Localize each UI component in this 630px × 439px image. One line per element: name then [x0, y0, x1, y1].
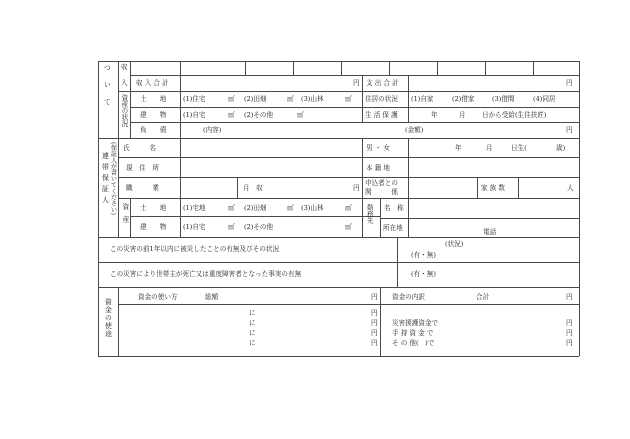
birth-year: 年 [455, 144, 462, 152]
rule [362, 198, 363, 237]
usage-row-2: に [249, 319, 256, 327]
unit-sqm: ㎡ [228, 95, 235, 103]
land-item-2: (2)田畑 [244, 95, 267, 103]
debt-content: (内容) [203, 126, 222, 134]
rule [362, 138, 363, 198]
rule [237, 177, 238, 198]
guarantor-land-item-3: (3)山林 [301, 204, 324, 212]
unit-sqm: ㎡ [345, 204, 352, 212]
rule [180, 138, 181, 237]
rule [245, 61, 246, 75]
rule [118, 177, 579, 178]
rule [98, 61, 99, 356]
guarantor-note: (保証人が書いてください) [109, 142, 117, 216]
rule [408, 198, 409, 237]
welfare-year: 年 [431, 111, 438, 119]
income-unit: 円 [353, 79, 360, 87]
usage-row-unit: 円 [371, 309, 378, 317]
workplace-phone-label: 電話 [483, 228, 497, 236]
rule [180, 61, 181, 75]
expense-total-label: 支 出 合 計 [366, 79, 399, 87]
workplace-name-label: 名 称 [384, 204, 404, 212]
funds-breakdown-total-label: 合計 [476, 293, 490, 301]
rule [130, 216, 380, 217]
unit-sqm: ㎡ [297, 111, 304, 119]
rule [293, 61, 294, 75]
rule [130, 198, 131, 237]
rule [389, 61, 390, 75]
breakdown-row-3: そ の 他( )で [392, 339, 435, 347]
rule [130, 75, 579, 76]
guarantor-name-label: 氏 名 [123, 144, 156, 152]
birth-month: 月 [486, 144, 493, 152]
rule [130, 61, 131, 138]
building-item-1: (1)自宅 [183, 111, 206, 119]
unit-sqm: ㎡ [228, 204, 235, 212]
housing-item-3: (3)借間 [492, 95, 515, 103]
housing-item-2: (2)借家 [452, 95, 475, 103]
unit-sqm: ㎡ [228, 111, 235, 119]
family-count-unit: 人 [567, 184, 574, 192]
rule [98, 262, 579, 263]
birth-age: 歳) [556, 144, 566, 152]
rule [118, 61, 119, 138]
land-item-3: (3)山林 [301, 95, 324, 103]
question-prior-disaster-answer: (有・無) [411, 251, 436, 259]
rule [118, 287, 119, 356]
question-death-disability: この災害により世帯主が死亡又は重度障害者となった事実の有無 [110, 270, 302, 278]
birth-day: 日生( [511, 144, 527, 152]
guarantor-sex: 男 ・ 女 [366, 144, 390, 152]
usage-row-unit: 円 [371, 319, 378, 327]
family-count-label: 家 族 数 [481, 184, 505, 192]
rule [380, 198, 381, 237]
income-side-char-1: 収 [121, 63, 128, 71]
breakdown-row-1: 災害援護資金で [392, 319, 439, 327]
rule [477, 177, 478, 198]
rule [118, 304, 579, 305]
rule [118, 91, 579, 92]
guarantor-building-label: 建 物 [140, 223, 167, 231]
breakdown-row-unit: 円 [566, 319, 573, 327]
building-label: 建 物 [140, 111, 167, 119]
rule [180, 75, 181, 138]
unit-sqm: ㎡ [228, 223, 235, 231]
income-side-char-2: 入 [121, 79, 128, 87]
rule [341, 61, 342, 75]
funds-breakdown-total-unit: 円 [566, 293, 573, 301]
guarantor-income-label: 月 収 [243, 184, 263, 192]
guarantor-assets-label: 資産 [120, 203, 129, 229]
rule [98, 138, 579, 139]
relation-label-2: 関 係 [365, 188, 398, 196]
guarantor-land-label: 土 地 [140, 204, 167, 212]
usage-row-1: に [249, 309, 256, 317]
rule [98, 61, 579, 62]
rule [380, 287, 381, 356]
guarantor-job-label: 職 業 [126, 184, 159, 192]
funds-side-label: 資金の使途 [104, 298, 113, 338]
guarantor-land-item-2: (2)田畑 [244, 204, 267, 212]
guarantor-building-item-2: (2)その他 [244, 223, 274, 231]
funds-breakdown-header: 資金の内訳 [392, 293, 425, 301]
guarantor-side-label: 連帯保証人 [101, 152, 110, 207]
unit-sqm: ㎡ [287, 95, 294, 103]
unit-sqm: ㎡ [345, 223, 352, 231]
guarantor-building-item-1: (1)自宅 [183, 223, 206, 231]
workplace-label: 勤務先 [365, 204, 374, 224]
workplace-address-label: 所在地 [383, 224, 403, 232]
guarantor-income-unit: 円 [353, 184, 360, 192]
rule [397, 237, 398, 287]
unit-sqm: ㎡ [287, 204, 294, 212]
relation-label-1: 申込者との [365, 179, 398, 187]
rule [98, 356, 579, 357]
funds-usage-header: 資金の使い方 [138, 293, 178, 301]
rule [408, 138, 409, 198]
side-label-top: ついて [103, 64, 112, 115]
guarantor-domicile-label: 本 籍 地 [366, 164, 390, 172]
rule [518, 177, 519, 198]
welfare-text: 日から受給(生住扶匠) [482, 111, 547, 119]
usage-row-unit: 円 [371, 329, 378, 337]
expense-unit: 円 [566, 79, 573, 87]
debt-unit: 円 [566, 126, 573, 134]
housing-item-1: (1)自家 [411, 95, 434, 103]
question-prior-disaster-status: (状況) [445, 240, 464, 248]
rule [485, 61, 486, 75]
guarantor-address-label: 現 住 所 [126, 164, 159, 172]
housing-label: 住居の状況 [365, 95, 398, 103]
welfare-label: 生 活 保 護 [365, 111, 398, 119]
income-total-label: 収 入 合 計 [136, 79, 169, 87]
rule [130, 122, 579, 123]
funds-total-unit: 円 [371, 293, 378, 301]
rule [98, 287, 579, 288]
guarantor-land-item-1: (1)宅地 [183, 204, 206, 212]
assets-status-label: 資産の状況 [119, 94, 128, 127]
building-item-2: (2)その他 [244, 111, 274, 119]
housing-item-4: (4)同居 [533, 95, 556, 103]
debt-label: 負 債 [140, 126, 167, 134]
rule [579, 61, 580, 356]
question-death-disability-answer: (有・無) [411, 270, 436, 278]
rule [118, 157, 579, 158]
funds-total-label: 総額 [205, 293, 219, 301]
question-prior-disaster: この災害の前1年以内に被災したことの有無及びその状況 [110, 245, 280, 253]
breakdown-row-unit: 円 [566, 339, 573, 347]
land-item-1: (1)住宅 [183, 95, 206, 103]
breakdown-row-2: 手 持 資 金 で [392, 329, 434, 337]
rule [380, 218, 579, 219]
rule [98, 237, 579, 238]
debt-amount: (金額) [405, 126, 424, 134]
welfare-month: 月 [459, 111, 466, 119]
rule [118, 138, 119, 237]
usage-row-3: に [249, 329, 256, 337]
rule [118, 198, 579, 199]
land-label: 土 地 [140, 95, 167, 103]
usage-row-unit: 円 [371, 339, 378, 347]
usage-row-4: に [249, 339, 256, 347]
breakdown-row-unit: 円 [566, 329, 573, 337]
rule [130, 107, 579, 108]
rule [533, 61, 534, 75]
rule [437, 61, 438, 75]
rule [408, 75, 409, 122]
unit-sqm: ㎡ [345, 95, 352, 103]
rule [362, 75, 363, 122]
